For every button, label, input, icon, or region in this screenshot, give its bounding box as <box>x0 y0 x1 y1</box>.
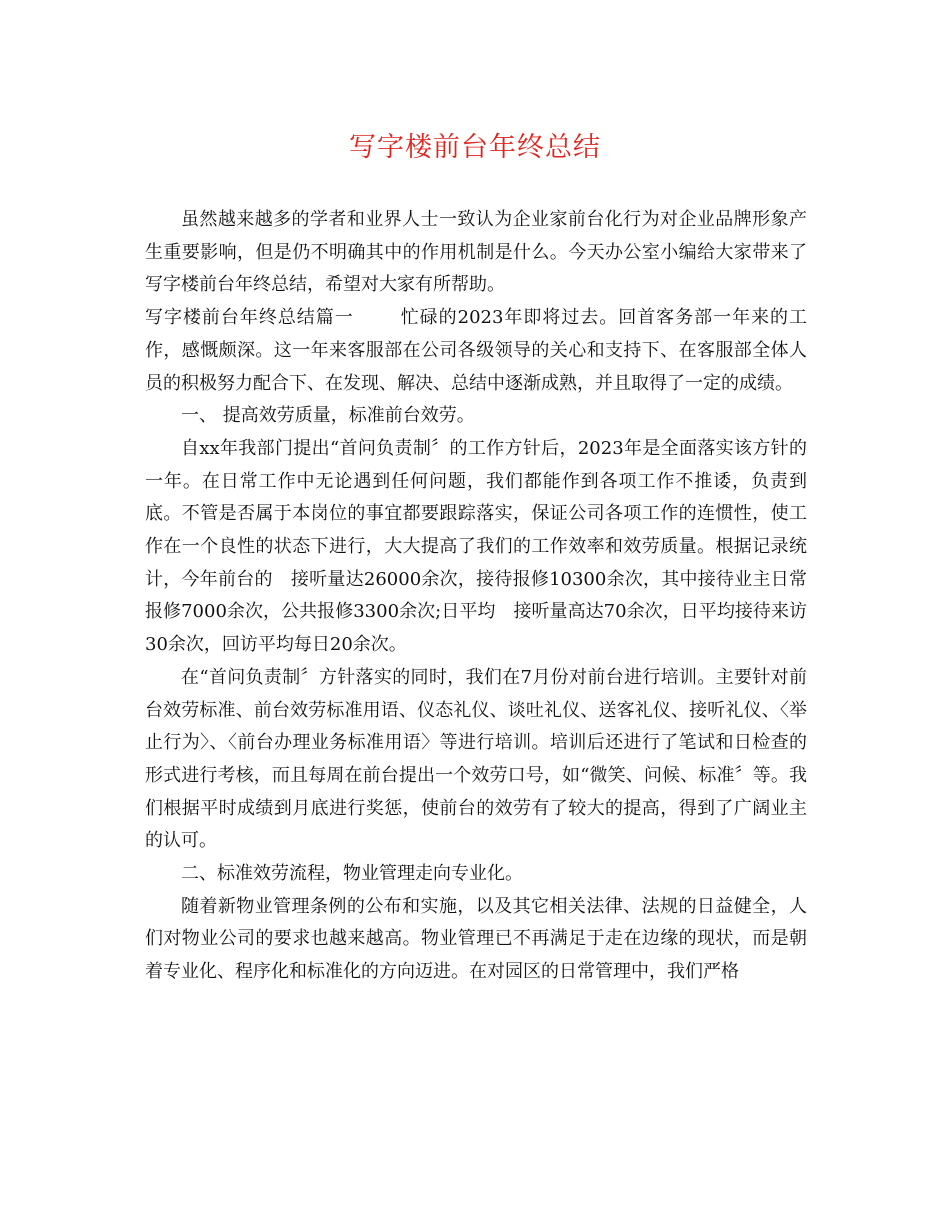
section-paragraph <box>145 302 807 400</box>
intro-paragraph: 虽然越来越多的学者和业界人士一致认为企业家前台化行为对企业品牌形象产生重要影响，但是仍不明确其中的作用机制是什么。今天办公室小编给大家带来了写字楼前台年终总结，希望对大家有所帮助。 <box>145 209 807 296</box>
paragraph-first-responsibility: 自xx年我部门提出“首问负责制〞的工作方针后，2023年是全面落实该方针的一年。在日常工作中无论遇到任何问题，我们都能作到各项工作不推诿，负责到底。不管是否属于本岗位的事宜都要跟踪落实，保证公司各项工作的连惯性，使工作在一个良性的状态下进行，大大提高了我们的工作效率和效劳质量。根据记录统计，今年前台的 接听量达26000余次，接待报修10300余次，其中接待业主日常报修7000余次，公共报修3300余次;日平均 接听量高达70余次，日平均接待来访30余次，回访平均每日20余次。 <box>145 437 807 656</box>
document-title: 写字楼前台年终总结 <box>349 132 601 163</box>
heading-standard-process: 二、标准效劳流程，物业管理走向专业化。 <box>181 863 523 885</box>
paragraph-professional-management: 随着新物业管理条例的公布和实施，以及其它相关法律、法规的日益健全，人们对物业公司的要求也越来越高。物业管理已不再满足于走在边缘的现状，而是朝着专业化、程序化和标准化的方向迈进。在对园区的日常管理中，我们严格 <box>145 895 807 983</box>
section-label: 写字楼前台年终总结篇一 <box>145 307 354 329</box>
section-opening: 忙碌的2023年即将过去。回首客务部一年来的工作，感慨颇深。这一年来客服部在公司各级领导的关心和支持下、在客服部全体人员的积极努力配合下、在发现、解决、总结中逐渐成熟，并且取得了一定的成绩。 <box>145 307 808 394</box>
paragraph-training: 在“首问负责制〞方针落实的同时，我们在7月份对前台进行培训。主要针对前台效劳标准、前台效劳标准用语、仪态礼仪、谈吐礼仪、送客礼仪、接听礼仪、〈举止行为〉、〈前台办理业务标准用语〉等进行培训。培训后还进行了笔试和日检查的形式进行考核，而且每周在前台提出一个效劳口号，如“微笑、问候、标准〞等。我们根据平时成绩到月底进行奖惩，使前台的效劳有了较大的提高，得到了广阔业主的认可。 <box>145 666 807 852</box>
heading-improve-service: 一、 提高效劳质量，标准前台效劳。 <box>181 405 475 427</box>
document-body <box>145 204 807 989</box>
